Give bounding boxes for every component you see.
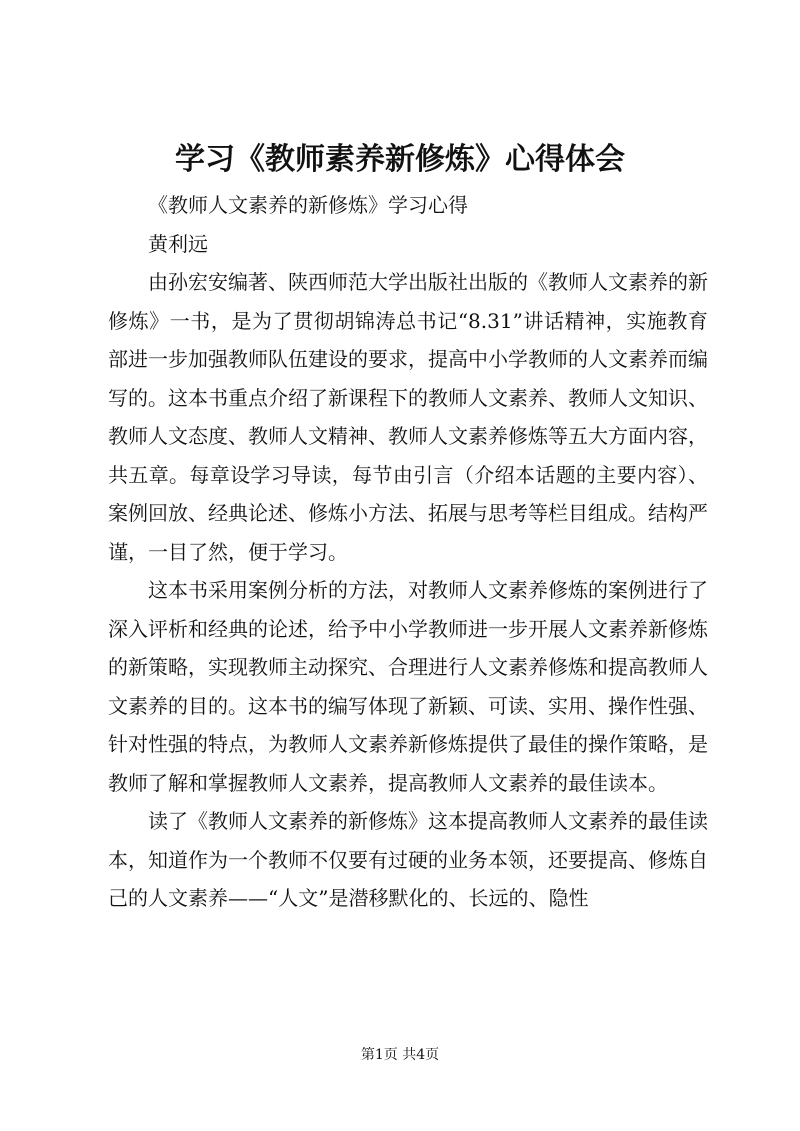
author-name: 黄利远 xyxy=(148,231,208,256)
body-paragraph-3: 读了《教师人文素养的新修炼》这本提高教师人文素养的最佳读本，知道作为一个教师不仅要有过硬的业务本领，还要提高、修炼自己的人文素养——“人文”是潜移默化的、长远的、隐性 xyxy=(108,809,708,910)
document-title: 学习《教师素养新修炼》心得体会 xyxy=(175,142,625,177)
subtitle: 《教师人文素养的新修炼》学习心得 xyxy=(148,193,468,217)
page-footer: 第1页 共4页 xyxy=(360,1047,440,1063)
body-paragraph-1: 由孙宏安编著、陕西师范大学出版社出版的《教师人文素养的新修炼》一书，是为了贯彻胡锦涛总书记“8.31”讲话精神，实施教育部进一步加强教师队伍建设的要求，提高中小学教师的人文素养而编写的。这本书重点介绍了新课程下的教师人文素养、教师人文知识、教师人文态度、教师人文精神、教师人文素养修炼等五大方面内容，共五章。每章设学习导读，每节由引言（介绍本话题的主要内容）、案例回放、经典论述、修炼小方法、拓展与思考等栏目组成。结构严谨，一目了然，便于学习。 xyxy=(108,270,708,564)
document-body xyxy=(108,186,708,918)
body-paragraph-2: 这本书采用案例分析的方法，对教师人文素养修炼的案例进行了深入评析和经典的论述，给予中小学教师进一步开展人文素养新修炼的新策略，实现教师主动探究、合理进行人文素养修炼和提高教师人文素养的目的。这本书的编写体现了新颖、可读、实用、操作性强、针对性强的特点，为教师人文素养新修炼提供了最佳的操作策略，是教师了解和掌握教师人文素养，提高教师人文素养的最佳读本。 xyxy=(108,578,708,795)
